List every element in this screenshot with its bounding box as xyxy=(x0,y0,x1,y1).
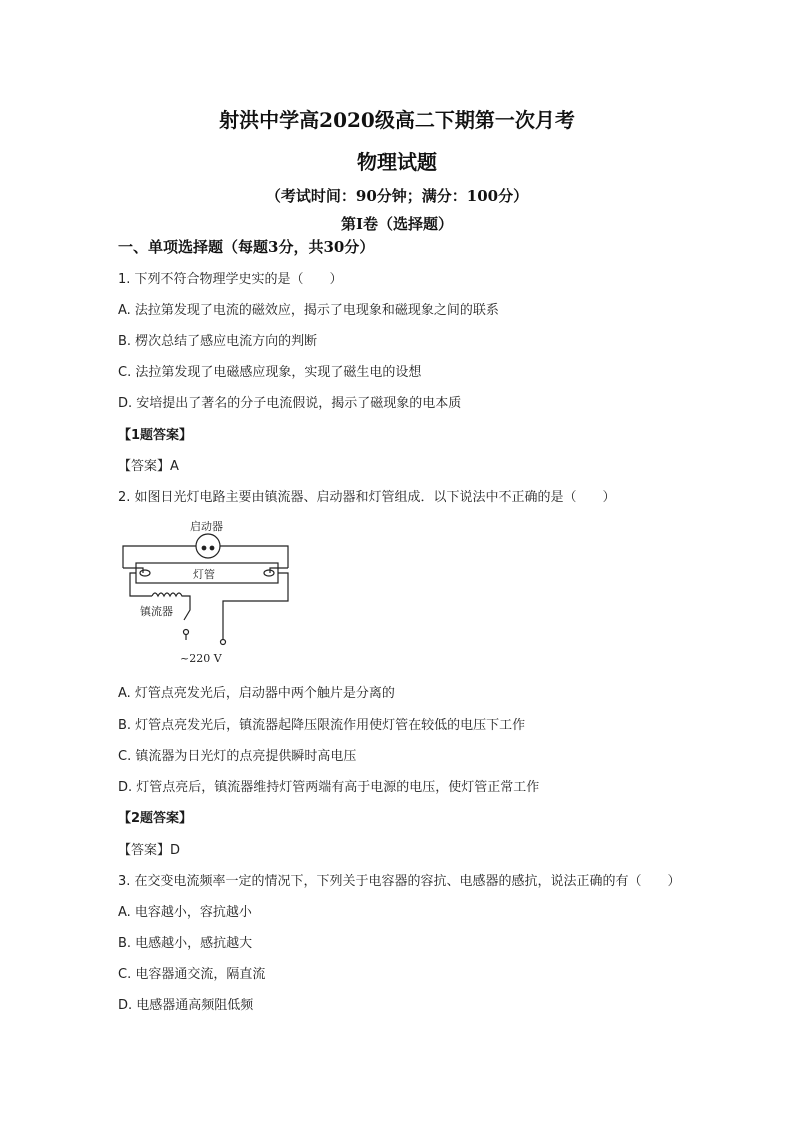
question-1-option-d: D. 安培提出了著名的分子电流假说，揭示了磁现象的电本质 xyxy=(118,396,462,411)
question-2-option-b: B. 灯管点亮发光后，镇流器起降压限流作用使灯管在较低的电压下工作 xyxy=(118,718,526,733)
question-1-answer: 【答案】A xyxy=(118,459,179,474)
question-3-option-c: C. 电容器通交流，隔直流 xyxy=(118,967,266,982)
question-2-option-d: D. 灯管点亮后，镇流器维持灯管两端有高于电源的电压，使灯管正常工作 xyxy=(118,780,540,795)
switch-contact-left xyxy=(184,630,189,635)
question-3-option-d: D. 电感器通高频阻低频 xyxy=(118,998,254,1013)
section-heading: 一、单项选择题（每题3分，共30分） xyxy=(118,238,375,256)
question-3-option-b: B. 电感越小，感抗越大 xyxy=(118,936,253,951)
question-2-stem: 2. 如图日光灯电路主要由镇流器、启动器和灯管组成．以下说法中不正确的是（ ） xyxy=(118,490,616,505)
switch-contact-right xyxy=(221,640,226,645)
question-1-answer-heading: 【1题答案】 xyxy=(118,428,193,443)
question-1-stem: 1. 下列不符合物理学史实的是（ ） xyxy=(118,272,343,287)
question-2-option-c: C. 镇流器为日光灯的点亮提供瞬时高电压 xyxy=(118,749,357,764)
starter-symbol xyxy=(196,534,220,558)
exam-info: （考试时间：90分钟；满分：100分） xyxy=(265,187,529,205)
ballast-label: 镇流器 xyxy=(140,605,173,618)
voltage-label: ~220 V xyxy=(180,652,222,665)
question-2-answer: 【答案】D xyxy=(118,843,181,858)
fluorescent-lamp-circuit-diagram xyxy=(118,518,298,668)
exam-title: 射洪中学高2020级高二下期第一次月考 xyxy=(219,108,575,132)
wire-top-left xyxy=(123,546,196,568)
filament-left xyxy=(140,570,150,576)
question-3-option-a: A. 电容越小，容抗越小 xyxy=(118,905,252,920)
tube-label: 灯管 xyxy=(193,568,215,581)
starter-label: 启动器 xyxy=(190,520,223,533)
question-1-option-a: A. 法拉第发现了电流的磁效应，揭示了电现象和磁现象之间的联系 xyxy=(118,303,499,318)
question-1-option-b: B. 楞次总结了感应电流方向的判断 xyxy=(118,334,318,349)
question-1-option-c: C. 法拉第发现了电磁感应现象，实现了磁生电的设想 xyxy=(118,365,422,380)
volume-heading: 第Ⅰ卷（选择题） xyxy=(340,215,454,233)
question-2-option-a: A. 灯管点亮发光后，启动器中两个触片是分离的 xyxy=(118,686,395,701)
filament-right xyxy=(264,570,274,576)
subject-title: 物理试题 xyxy=(357,150,437,174)
question-2-answer-heading: 【2题答案】 xyxy=(118,811,193,826)
question-3-stem: 3. 在交变电流频率一定的情况下，下列关于电容器的容抗、电感器的感抗，说法正确的有（ ） xyxy=(118,874,681,889)
